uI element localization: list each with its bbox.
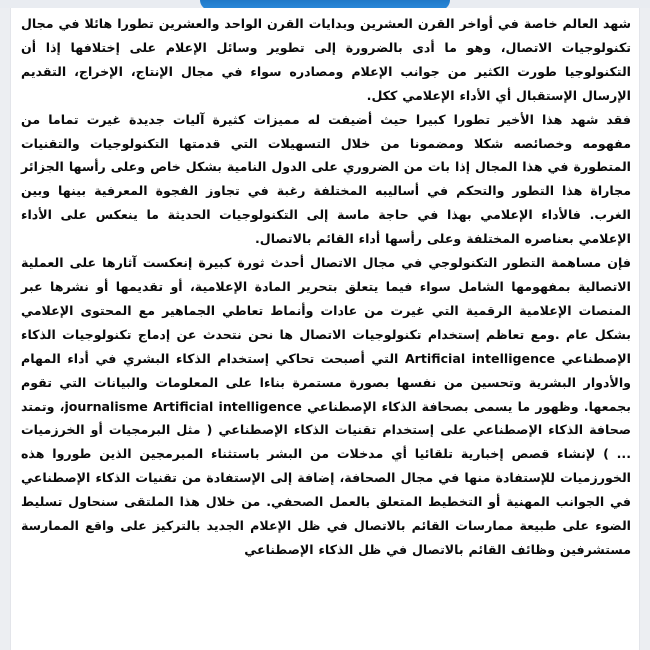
paragraph-1: شهد العالم خاصة في أواخر القرن العشرين وبدايات القرن الواحد والعشرين تطورا هائلا في مجال تكنولوجيات الاتصال، وهو ما أدى بالضرورة إلى تطوير وسائل الإعلام على إختلافها إذا أن التكنولوجيا طورت الكثير من جوانب الإعلام ومصادره سواء في مجال الإنتاج، الإخراج، التقديم الإرسال الإستقبال أي الأداء الإعلامي ككل. (21, 16, 631, 103)
paragraph-3: فإن مساهمة التطور التكنولوجي في مجال الاتصال أحدث ثورة كبيرة إنعكست آثارها على العملية الاتصالية بمفهومها الشامل سواء فيما يتعلق بتحرير المادة الإعلامية، أو تقديمها أو نشرها عبر المنصات الإعلامية الرقمية التي غيرت من عادات وأنماط تعاطي الجماهير مع المحتوى الإعلامي بشكل عام .ومع تعاظم إستخدام تكنولوجيات الاتصال ها نحن نتحدث عن إدماج تكنولوجيات الذكاء الإصطناعي Artificial intelligence التي أصبحت تحاكي إستخدام الذكاء البشري في أداء المهام والأدوار البشرية وتحسين من نفسها بصورة مستمرة بناءا على المعلومات والبيانات التي تقوم بجمعها. وظهور ما يسمى بصحافة الذكاء الإصطناعي journalisme Artificial intelligence، وتمتد صحافة الذكاء الإصطناعي على إستخدام تقنيات الذكاء الإصطناعي ( مثل البرمجيات أو الخرزميات ... ) لإنشاء قصص إخبارية تلقائيا أي مدخلات من البشر باستثناء المبرمجين الذين طوروا هذه الخورزميات للإستفادة منها في مجال الصحافة، إضافة إلى الإستفادة من تقنيات الذكاء الإصطناعي في الجوانب المهنية أو التخطيط المتعلق بالعمل الصحفي. من خلال هذا الملتقى سنحاول تسليط الضوء على طبيعة ممارسات القائم بالاتصال في ظل الإعلام الجديد بالتركيز على واقع الممارسة مستشرفين وظائف القائم بالاتصال في ظل الذكاء الإصطناعي (21, 255, 631, 557)
document-card (10, 8, 640, 650)
paragraph-2: فقد شهد هذا الأخير تطورا كبيرا حيث أضيفت له مميزات كثيرة آليات جديدة غيرت تماما من مفهومه وخصائصه شكلا ومضمونا من خلال التسهيلات التي قدمتها التكنولوجيات والتقنيات المتطورة في هذا المجال إذا بات من الضروري على الدول النامية بشكل خاص وعلى رأسها الجزائر مجاراة هذا التطور والتحكم في أساليبه المختلفة رغبة في تجاوز الفجوة المعرفية بينها وبين الغرب. فالأداء الإعلامي بهذا في حاجة ماسة إلى التكنولوجيات الحديثة ما ينعكس على الأداء الإعلامي بعناصره المختلفة وعلى رأسها أداء القائم بالاتصال. (21, 111, 631, 247)
document-body (21, 12, 631, 562)
